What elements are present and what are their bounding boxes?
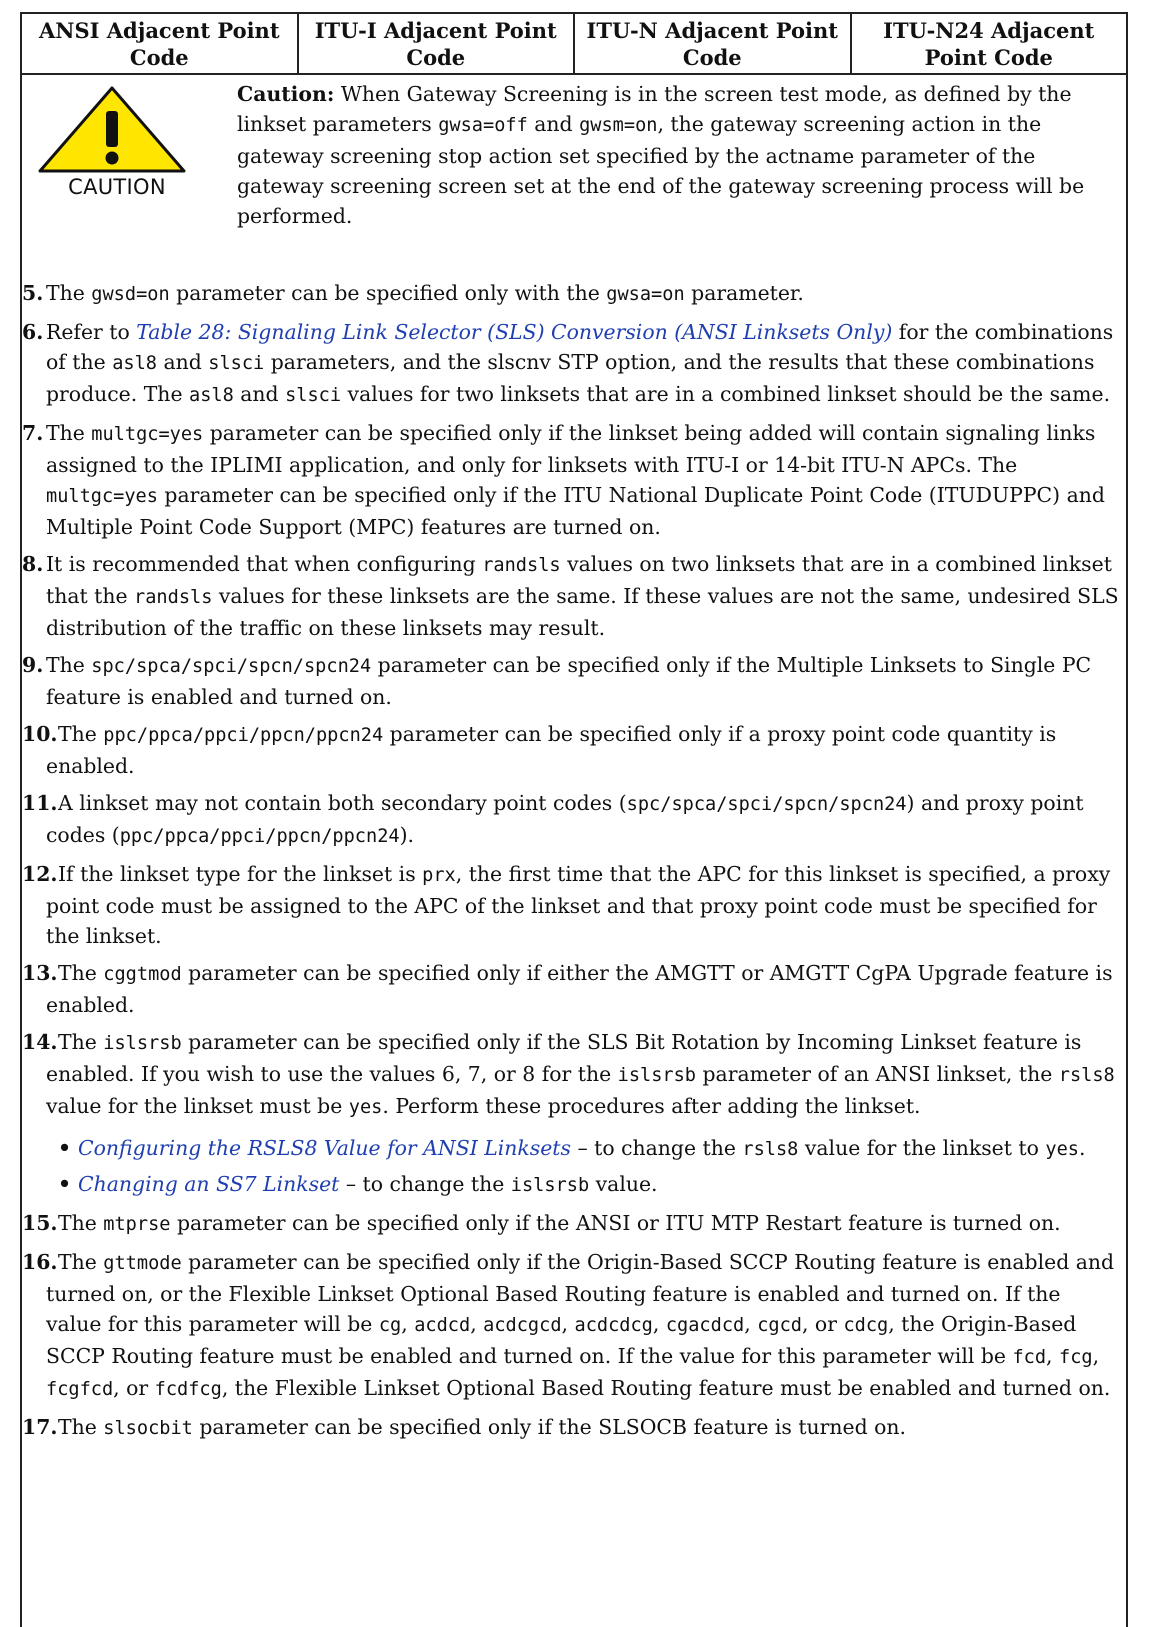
header-ansi-apc: ANSI Adjacent Point Code	[21, 13, 298, 74]
text-run: for the combinations of the	[46, 320, 1114, 374]
text-run: , the Origin-Based SCCP Routing feature must be enabled and turned on. If the value for this parameter will be	[46, 1312, 1077, 1368]
inline-code: fcgfcd	[46, 1379, 114, 1400]
text-run: A linkset may not contain both secondary point codes (	[58, 791, 627, 815]
inline-code: spc/spca/spci/spcn/spcn24	[91, 656, 372, 677]
text-run: The	[46, 653, 92, 677]
inline-code: cdcg	[843, 1315, 889, 1336]
inline-code: ppc/ppca/ppci/ppcn/ppcn24	[103, 725, 384, 746]
text-run: , the Flexible Linkset Optional Based Routing feature must be enabled and turned on.	[221, 1376, 1111, 1400]
inline-code: randsls	[134, 587, 213, 608]
text-run: 6.	[22, 320, 44, 344]
inline-code: gwsd=on	[91, 284, 170, 305]
inline-code: islsrsb	[103, 1033, 182, 1054]
text-run: The	[58, 961, 104, 985]
text-run: – to change the	[570, 1136, 743, 1160]
text-run: 8.	[22, 552, 44, 576]
header-itu-n-apc: ITU-N Adjacent Point Code	[574, 13, 851, 74]
notes-list	[22, 278, 1122, 1451]
text-run: 5.	[22, 281, 44, 305]
text-run: parameter can be specified only if a proxy point code quantity is enabled.	[46, 722, 1057, 778]
inline-code: asl8	[189, 385, 234, 406]
text-run: The	[46, 281, 92, 305]
inline-code: fcg	[1059, 1347, 1093, 1368]
text-run: parameter can be specified only if the linkset being added will contain signaling links assigned to the IPLIMI application, and only for linksets with ITU-I or 14-bit ITU-N APCs. The	[46, 421, 1096, 477]
text-run: ) and proxy point codes (	[46, 791, 1084, 847]
inline-code: slsci	[208, 353, 265, 374]
inline-code: islsrsb	[617, 1065, 697, 1086]
text-run: value for the linkset to	[798, 1136, 1046, 1160]
note-9	[22, 650, 1122, 712]
inline-code: fcd	[1012, 1347, 1047, 1368]
caution-lead: Caution:	[237, 82, 335, 106]
text-run: value.	[589, 1172, 658, 1196]
inline-code: gttmode	[103, 1253, 182, 1274]
note-17	[22, 1412, 1122, 1444]
inline-code: slsci	[285, 385, 342, 406]
text-run: 13.	[22, 961, 58, 985]
note-10	[22, 719, 1122, 781]
text-run: Refer to	[46, 320, 137, 344]
link-table-28[interactable]: Table 28: Signaling Link Selector (SLS) Conversion (ANSI Linksets Only)	[136, 320, 893, 344]
text-run: parameter.	[684, 281, 804, 305]
note-11	[22, 788, 1122, 852]
text-run: and	[233, 382, 286, 406]
bullet-icon: •	[58, 1136, 72, 1160]
inline-code: multgc=yes	[91, 424, 204, 445]
text-run: 17.	[22, 1415, 58, 1439]
inline-code: asl8	[112, 353, 157, 374]
text-run: The	[58, 1030, 104, 1054]
text-run: ,	[401, 1312, 415, 1336]
text-run: ,	[744, 1312, 758, 1336]
inline-code: ppc/ppca/ppci/ppcn/ppcn24	[119, 826, 400, 847]
text-run: 15.	[22, 1211, 58, 1235]
inline-code: yes	[1045, 1139, 1079, 1160]
text-run: If the linkset type for the linkset is	[58, 862, 423, 886]
text-run: , or	[801, 1312, 844, 1336]
text-run: 7.	[22, 421, 44, 445]
text-run: The	[58, 722, 104, 746]
note-7	[22, 418, 1122, 542]
text-run: ,	[1092, 1344, 1100, 1368]
note-13	[22, 958, 1122, 1020]
text-run: 11.	[22, 791, 58, 815]
text-run: and	[527, 112, 580, 136]
inline-code: cggtmod	[103, 964, 182, 985]
inline-code: cg	[378, 1315, 402, 1336]
text-run: , the first time that the APC for this linkset is specified, a proxy point code must be assigned to the APC of the linkset and that proxy point code must be specified for the linkset.	[46, 862, 1111, 948]
text-run: .	[1078, 1136, 1086, 1160]
text-run: parameter can be specified only if the Origin-Based SCCP Routing feature is enabled and turned on, or the Flexible Linkset Optional Based Routing feature is enabled and turned on. If the value for this parameter will be	[46, 1250, 1115, 1336]
text-run: and	[156, 350, 209, 374]
text-run: parameter can be specified only if either the AMGTT or AMGTT CgPA Upgrade feature is enabled.	[46, 961, 1113, 1017]
inline-code: yes	[348, 1097, 383, 1118]
procedure-item-rsls8	[46, 1133, 1122, 1165]
text-run: , or	[113, 1376, 155, 1400]
inline-code: multgc=yes	[46, 486, 158, 507]
inline-code: randsls	[482, 555, 561, 576]
text-run: parameter can be specified only if the ANSI or ITU MTP Restart feature is turned on.	[170, 1211, 1061, 1235]
inline-code: islsrsb	[510, 1175, 590, 1196]
text-run: parameters, and the slscnv STP option, and the results that these combinations produce. The	[46, 350, 1095, 406]
text-run: 14.	[22, 1030, 58, 1054]
text-run: The	[58, 1415, 104, 1439]
text-run: 9.	[22, 653, 44, 677]
inline-code: spc/spca/spci/spcn/spcn24	[626, 794, 907, 815]
header-itu-n24-apc: ITU-N24 Adjacent Point Code	[851, 13, 1128, 74]
point-code-table-header	[20, 12, 1128, 75]
inline-code: gwsm=on	[579, 115, 658, 136]
bullet-icon: •	[58, 1172, 72, 1196]
inline-code: gwsa=off	[438, 115, 528, 136]
inline-code: cgcd	[757, 1315, 802, 1336]
note-14-procedures	[46, 1133, 1122, 1201]
text-run: ).	[399, 823, 415, 847]
inline-code: prx	[422, 865, 456, 886]
text-run: 10.	[22, 722, 58, 746]
text-run: The	[58, 1250, 104, 1274]
caution-text	[237, 79, 1117, 231]
note-14	[22, 1027, 1122, 1201]
text-run: parameter of an ANSI linkset, the	[696, 1062, 1059, 1086]
text-run: , the gateway screening action in the gateway screening stop action set specified by the actname parameter of the gateway screening screen set at the end of the gateway screening process will be performed.	[237, 112, 1085, 228]
text-run: The	[46, 421, 92, 445]
caution-icon-label: CAUTION	[68, 175, 166, 199]
text-run: values for these linksets are the same. If these values are not the same, undesired SLS distribution of the traffic on these linksets may result.	[46, 584, 1119, 640]
inline-code: fcdfcg	[154, 1379, 222, 1400]
link-changing-ss7-linkset[interactable]: Changing an SS7 Linkset	[78, 1172, 340, 1196]
note-5	[22, 278, 1122, 310]
inline-code: gwsa=on	[606, 284, 685, 305]
text-run: parameter can be specified only if the SLSOCB feature is turned on.	[192, 1415, 907, 1439]
inline-code: acdcd	[414, 1315, 471, 1336]
header-itu-i-apc: ITU-I Adjacent Point Code	[298, 13, 575, 74]
inline-code: acdcgcd	[483, 1315, 562, 1336]
text-run: It is recommended that when configuring	[46, 552, 483, 576]
text-run: values on two linksets that are in a combined linkset that the	[46, 552, 1112, 608]
inline-code: rsls8	[742, 1139, 799, 1160]
inline-code: cgacdcd	[665, 1315, 745, 1336]
text-run: values for two linksets that are in a combined linkset should be the same.	[341, 382, 1111, 406]
text-run: parameter can be specified only if the SLS Bit Rotation by Incoming Linkset feature is enabled. If you wish to use the values 6, 7, or 8 for the	[46, 1030, 1082, 1086]
text-run: ,	[561, 1312, 575, 1336]
inline-code: slsocbit	[103, 1418, 193, 1439]
text-run: parameter can be specified only with the	[169, 281, 607, 305]
note-16	[22, 1247, 1122, 1405]
inline-code: mtprse	[103, 1214, 171, 1235]
text-run: The	[58, 1211, 104, 1235]
text-run: – to change the	[339, 1172, 511, 1196]
text-run: ,	[470, 1312, 484, 1336]
text-run: parameter can be specified only if the ITU National Duplicate Point Code (ITUDUPPC) and Multiple Point Code Support (MPC) features are turned on.	[46, 483, 1105, 539]
note-12	[22, 859, 1122, 951]
text-run: . Perform these procedures after adding the linkset.	[382, 1094, 921, 1118]
text-run: ,	[652, 1312, 666, 1336]
text-run: value for the linkset must be	[46, 1094, 349, 1118]
text-run: parameter can be specified only if the Multiple Linksets to Single PC feature is enabled and turned on.	[46, 653, 1092, 709]
text-run: 12.	[22, 862, 58, 886]
inline-code: rsls8	[1058, 1065, 1115, 1086]
link-configuring-rsls8[interactable]: Configuring the RSLS8 Value for ANSI Linksets	[78, 1136, 571, 1160]
note-6	[22, 317, 1122, 411]
note-15	[22, 1208, 1122, 1240]
text-run: When Gateway Screening is in the screen test mode, as defined by the linkset parameters	[237, 82, 1072, 136]
text-run: ,	[1046, 1344, 1060, 1368]
note-8	[22, 549, 1122, 643]
inline-code: acdcdcg	[574, 1315, 653, 1336]
text-run: 16.	[22, 1250, 58, 1274]
procedure-item-ss7-linkset	[46, 1169, 1122, 1201]
